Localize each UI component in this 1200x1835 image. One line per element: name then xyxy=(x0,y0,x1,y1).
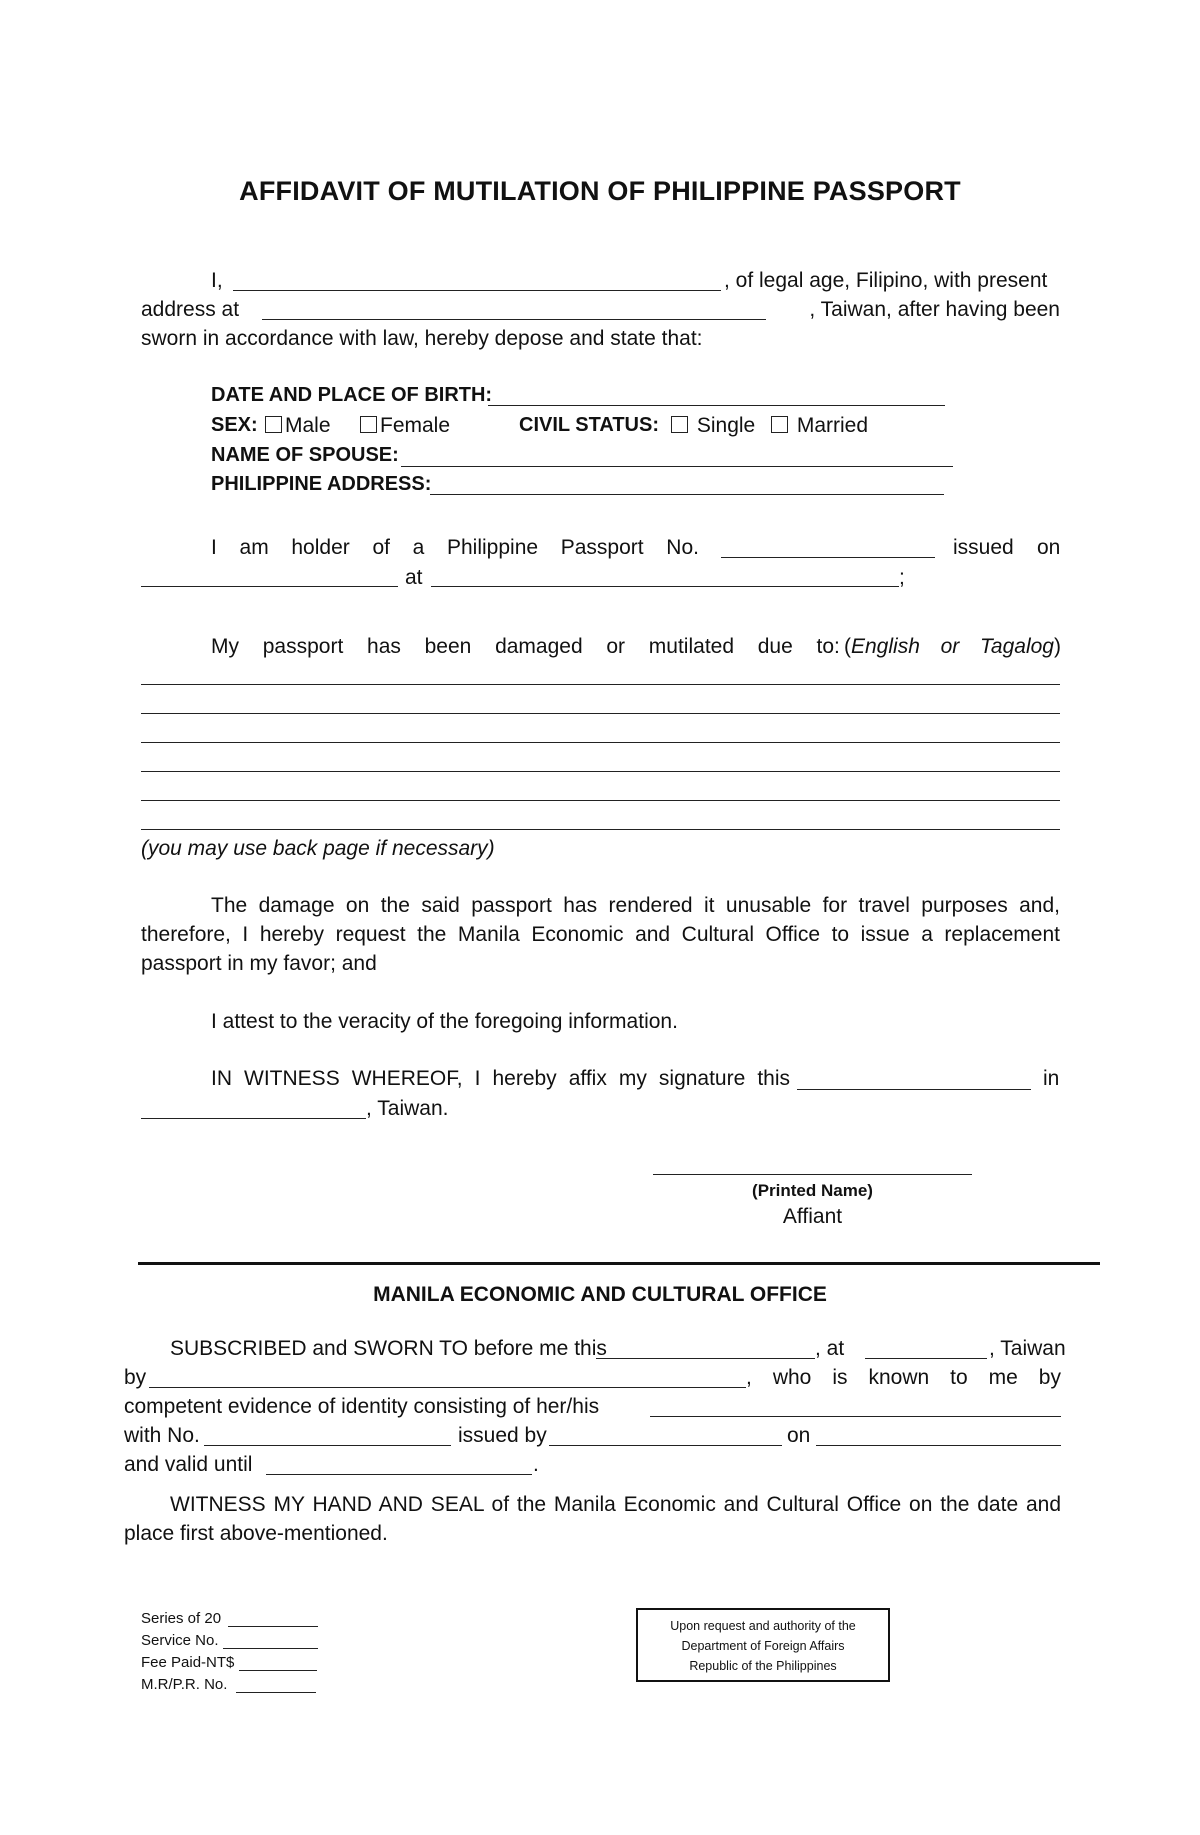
damage-reason-line-6[interactable] xyxy=(141,829,1060,830)
passport-on-word: on xyxy=(1037,536,1061,559)
intro-after-name: , of legal age, Filipino, with present xyxy=(724,269,1048,292)
sex-label: SEX: xyxy=(211,414,258,436)
passport-word: Philippine xyxy=(446,536,539,559)
subscribed-place-blank[interactable] xyxy=(865,1358,987,1359)
stamp-line3: Republic of the Philippines xyxy=(689,1659,837,1673)
issued-by-blank[interactable] xyxy=(549,1445,782,1446)
damage-reason-line-2[interactable] xyxy=(141,713,1060,714)
tagalog-word: Tagalog xyxy=(980,635,1054,658)
damage-reason-line-1[interactable] xyxy=(141,684,1060,685)
signature-place-blank[interactable] xyxy=(141,1118,366,1119)
damage-word: has xyxy=(367,635,401,658)
intro-i-label: I, xyxy=(211,269,223,292)
seal-line1: WITNESS MY HAND AND SEAL of the Manila Economic and Cultural Office on the date and xyxy=(170,1493,1061,1516)
passport-word: No. xyxy=(666,536,699,559)
issued-by-label: issued by xyxy=(458,1424,547,1447)
identity-document-blank[interactable] xyxy=(650,1416,1061,1417)
intro-address-at: address at xyxy=(141,298,240,321)
paren-close: ) xyxy=(1053,635,1061,658)
intro-after-address: , Taiwan, after having been xyxy=(809,298,1060,321)
damage-word: due xyxy=(757,635,793,658)
female-checkbox[interactable] xyxy=(360,416,377,433)
request-line1: The damage on the said passport has rendered it unusable for travel purposes and, xyxy=(211,894,1060,917)
damage-word: been xyxy=(424,635,472,658)
damage-reason-line-4[interactable] xyxy=(141,771,1060,772)
back-page-note: (you may use back page if necessary) xyxy=(141,837,495,860)
spouse-blank[interactable] xyxy=(401,466,953,467)
damage-word: to: xyxy=(816,635,840,658)
damage-word: passport xyxy=(262,635,344,658)
passport-word: am xyxy=(239,536,269,559)
seal-line2: place first above-mentioned. xyxy=(124,1522,388,1545)
subscribed-text: SUBSCRIBED and SWORN TO before me this xyxy=(170,1337,607,1360)
damage-word: mutilated xyxy=(648,635,735,658)
single-checkbox[interactable] xyxy=(671,416,688,433)
printed-name-label: (Printed Name) xyxy=(752,1181,873,1200)
document-title: AFFIDAVIT OF MUTILATION OF PHILIPPINE PASSPORT xyxy=(239,176,961,206)
spouse-label: NAME OF SPOUSE: xyxy=(211,444,399,466)
by-word: by xyxy=(124,1366,147,1389)
damage-sentence xyxy=(211,632,840,661)
subscribed-date-blank[interactable] xyxy=(596,1358,815,1359)
passport-word: of xyxy=(372,536,390,559)
request-line2: therefore, I hereby request the Manila Economic and Cultural Office to issue a replacement xyxy=(141,923,1060,946)
passport-issue-place-blank[interactable] xyxy=(431,586,899,587)
single-option[interactable] xyxy=(671,411,755,440)
stamp-line2: Department of Foreign Affairs xyxy=(681,1639,845,1653)
english-word: English xyxy=(851,635,920,658)
fee-paid-blank[interactable] xyxy=(239,1670,317,1671)
witness-taiwan: , Taiwan. xyxy=(366,1097,449,1120)
passport-word: I xyxy=(211,536,217,559)
passport-at-word: at xyxy=(405,566,423,589)
passport-semicolon: ; xyxy=(899,566,905,589)
by-name-blank[interactable] xyxy=(149,1387,746,1388)
intro-line3: sworn in accordance with law, hereby depose and state that: xyxy=(141,327,703,350)
section-divider xyxy=(138,1262,1100,1265)
single-label: Single xyxy=(696,414,756,437)
valid-until-period: . xyxy=(533,1453,539,1476)
service-no-label: Service No. xyxy=(141,1632,219,1649)
damage-reason-line-3[interactable] xyxy=(141,742,1060,743)
married-option[interactable] xyxy=(771,411,868,440)
subscribed-at: , at xyxy=(815,1337,845,1360)
affiant-address-blank[interactable] xyxy=(262,319,766,320)
stamp-line1: Upon request and authority of the xyxy=(670,1619,856,1633)
on-label: on xyxy=(787,1424,811,1447)
philippine-address-label: PHILIPPINE ADDRESS: xyxy=(211,473,432,495)
mr-pr-label: M.R/P.R. No. xyxy=(141,1676,228,1693)
office-heading: MANILA ECONOMIC AND CULTURAL OFFICE xyxy=(373,1283,827,1306)
passport-word: holder xyxy=(291,536,350,559)
female-option[interactable] xyxy=(360,411,450,440)
male-label: Male xyxy=(285,414,331,437)
passport-issue-date-blank[interactable] xyxy=(141,586,398,587)
paren-open: ( xyxy=(844,635,851,658)
mr-pr-blank[interactable] xyxy=(236,1692,316,1693)
dob-blank[interactable] xyxy=(488,405,945,406)
damage-reason-line-5[interactable] xyxy=(141,800,1060,801)
request-line3: passport in my favor; and xyxy=(141,952,377,975)
passport-word: a xyxy=(412,536,425,559)
series-label: Series of 20 xyxy=(141,1610,222,1627)
passport-number-blank[interactable] xyxy=(721,557,935,558)
valid-until-blank[interactable] xyxy=(266,1474,532,1475)
service-no-blank[interactable] xyxy=(223,1648,318,1649)
identity-number-blank[interactable] xyxy=(204,1445,451,1446)
signature-date-blank[interactable] xyxy=(797,1089,1031,1090)
affiant-signature-line[interactable] xyxy=(653,1174,972,1175)
series-blank[interactable] xyxy=(228,1626,318,1627)
fee-paid-label: Fee Paid-NT$ xyxy=(141,1654,235,1671)
witness-in-word: in xyxy=(1043,1067,1060,1090)
male-checkbox[interactable] xyxy=(265,416,282,433)
philippine-address-blank[interactable] xyxy=(430,494,944,495)
married-checkbox[interactable] xyxy=(771,416,788,433)
attest-statement: I attest to the veracity of the foregoing information. xyxy=(211,1010,678,1033)
damage-word: or xyxy=(606,635,626,658)
passport-word: Passport xyxy=(560,536,644,559)
subscribed-taiwan: , Taiwan xyxy=(989,1337,1066,1360)
issued-on-blank[interactable] xyxy=(816,1445,1061,1446)
affiant-label: Affiant xyxy=(782,1205,843,1228)
affiant-name-blank[interactable] xyxy=(233,290,721,291)
known-to-me-text: , who is known to me by xyxy=(746,1366,1061,1389)
or-word: or xyxy=(940,635,960,658)
passport-issued-word: issued xyxy=(953,536,1014,559)
competent-evidence-text: competent evidence of identity consisting of her/his xyxy=(124,1395,600,1418)
passport-sentence xyxy=(211,533,699,562)
dob-label: DATE AND PLACE OF BIRTH: xyxy=(211,384,493,406)
male-option[interactable] xyxy=(265,411,331,440)
authority-stamp-box xyxy=(636,1608,890,1682)
with-no-label: with No. xyxy=(124,1424,200,1447)
damage-language-note xyxy=(844,632,1061,661)
witness-line1: IN WITNESS WHEREOF, I hereby affix my signature this xyxy=(211,1067,790,1090)
female-label: Female xyxy=(380,414,451,437)
damage-word: My xyxy=(211,635,239,658)
valid-until-label: and valid until xyxy=(124,1453,253,1476)
damage-word: damaged xyxy=(495,635,583,658)
civil-status-label: CIVIL STATUS: xyxy=(519,414,659,436)
married-label: Married xyxy=(796,414,869,437)
